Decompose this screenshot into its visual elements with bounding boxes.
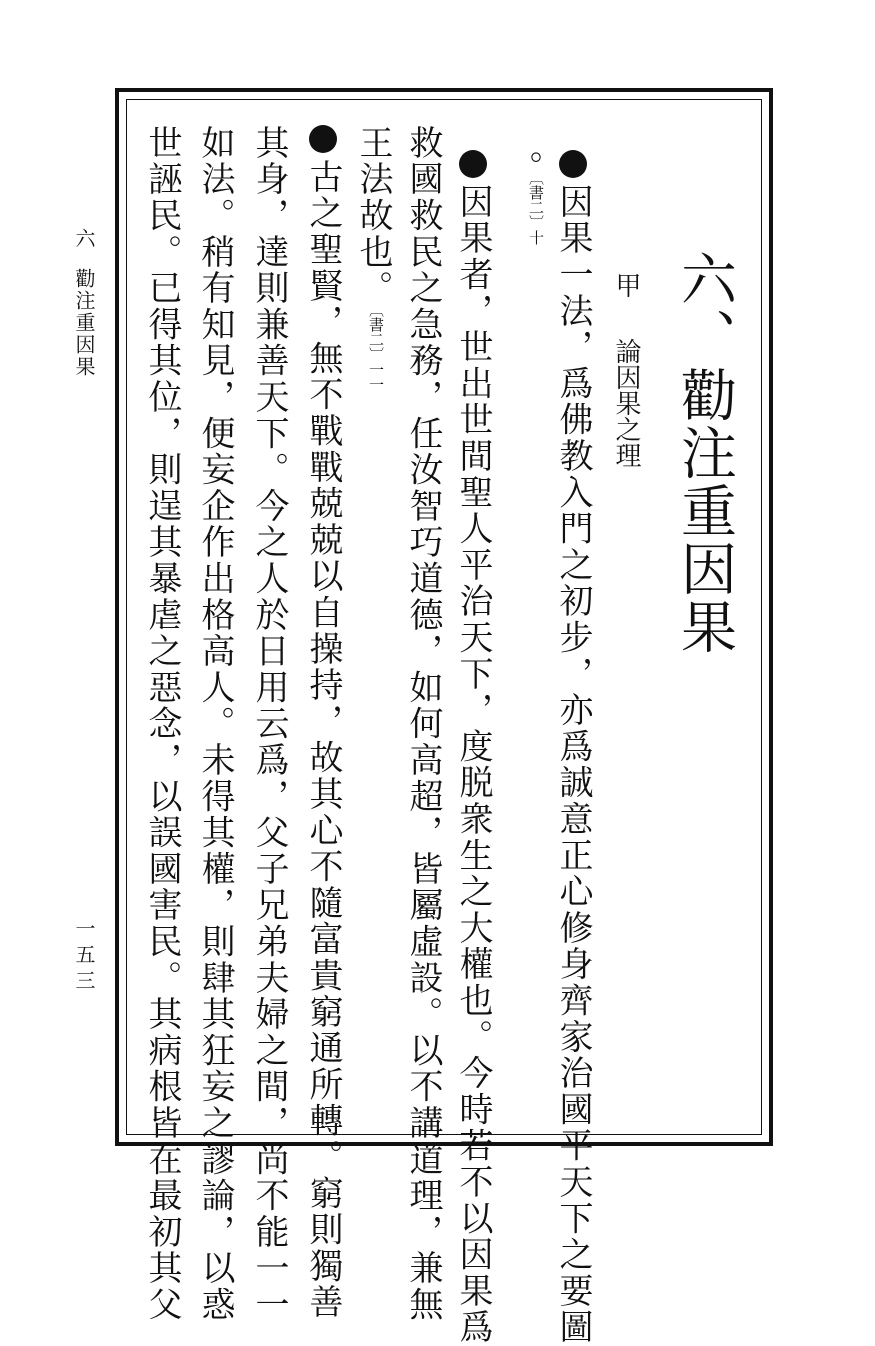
- column-text: 如法。稍有知見，便妄企作出格高人。未得其權，則肆其狂妄之謬論，以惑: [195, 125, 235, 1323]
- chapter-title: 六、勸注重因果: [672, 250, 737, 656]
- column-text: 因果者，世出世間聖人平治天下，度脱衆生之大權也。今時若不以因果爲: [453, 184, 493, 1346]
- column-text: 世誣民。已得其位，則逞其暴虐之惡念，以誤國害民。其病根皆在最初其父: [142, 125, 182, 1323]
- text-column-4: [403, 125, 443, 1323]
- column-text: 其身，達則兼善天下。今之人於日用云爲，父子兄弟夫婦之間，尚不能一一: [249, 125, 289, 1323]
- subsection-title: 論因果之理: [611, 338, 641, 468]
- running-head: [74, 228, 94, 378]
- text-column-3: [453, 150, 493, 1346]
- running-head-title: 勸注重因果: [72, 268, 96, 378]
- text-column-6: [303, 125, 343, 1321]
- column-text: 。: [503, 150, 543, 187]
- page-number: 一五三: [72, 918, 96, 996]
- text-column-8: [195, 125, 235, 1323]
- column-text: 王法故也。: [353, 125, 393, 307]
- subsection-marker: 甲: [611, 272, 641, 298]
- source-note-1: 〔書二〕十: [527, 170, 545, 245]
- text-column-9: [142, 125, 182, 1323]
- bullet-icon: [459, 150, 487, 178]
- column-text: 因果一法，爲佛教入門之初步，亦爲誠意正心修身齊家治國平天下之要圖: [553, 184, 593, 1346]
- subsection-heading: [613, 272, 639, 468]
- column-text: 救國救民之急務，任汝智巧道德，如何高超，皆屬虛設。以不講道理，兼無: [403, 125, 443, 1323]
- bullet-icon: [309, 125, 337, 153]
- text-column-5: [353, 125, 393, 307]
- bullet-icon: [559, 150, 587, 178]
- text-column-1: [553, 150, 593, 1346]
- text-column-7: [249, 125, 289, 1323]
- running-head-section: 六: [72, 228, 96, 250]
- source-note-2: 〔書二〕一一: [367, 302, 385, 392]
- column-text: 古之聖賢，無不戰戰兢兢以自操持，故其心不隨富貴窮通所轉。窮則獨善: [303, 159, 343, 1321]
